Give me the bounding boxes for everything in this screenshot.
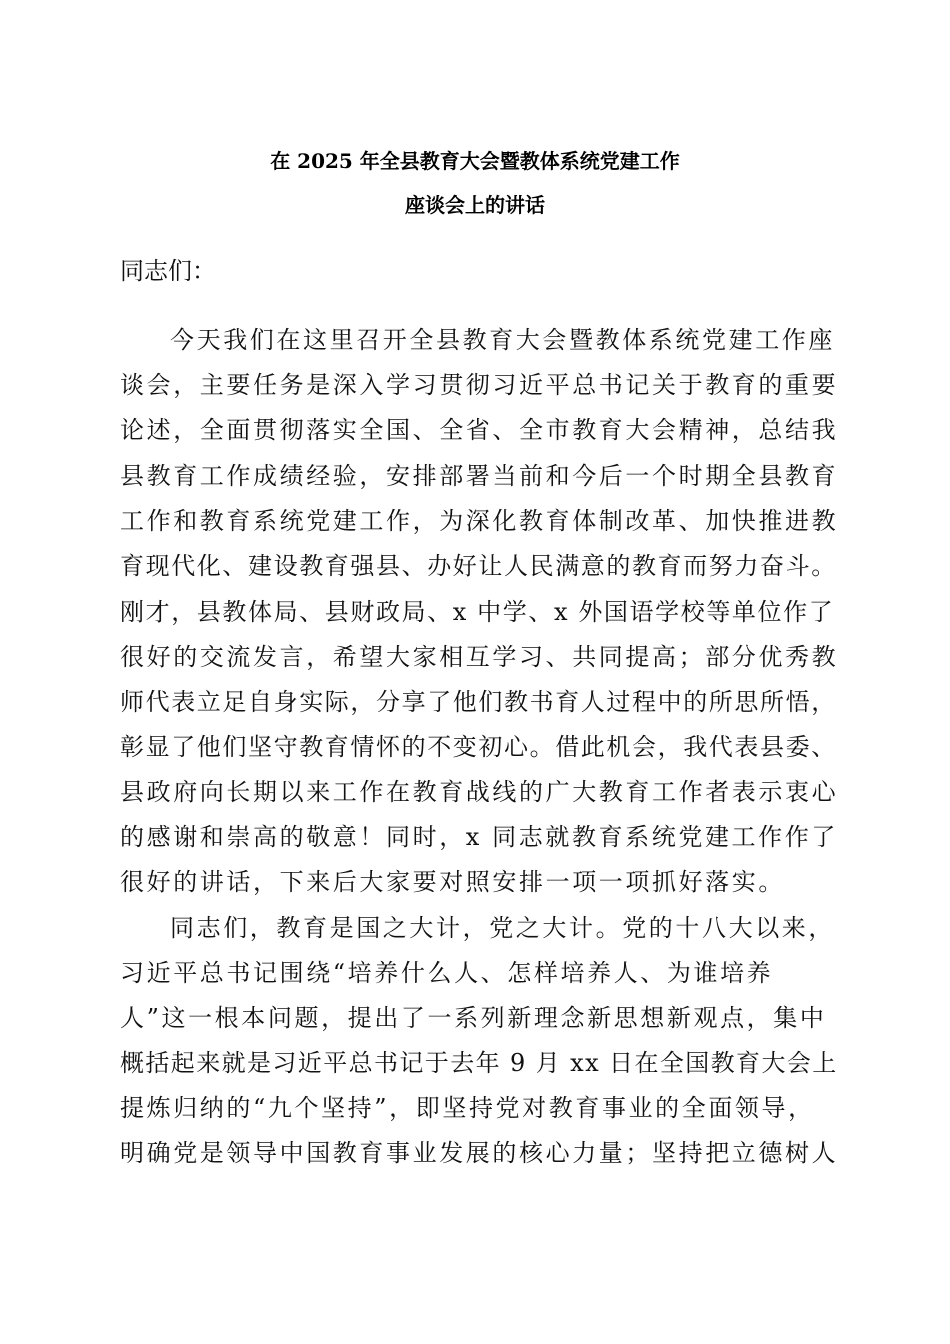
paragraph-line: 提炼归纳的“九个坚持”，即坚持党对教育事业的全面领导， <box>120 1094 815 1122</box>
document-title-line-1: 在 2025 年全县教育大会暨教体系统党建工作 <box>270 149 680 173</box>
paragraph-line: 师代表立足自身实际，分享了他们教书育人过程中的所思所悟， <box>120 688 837 716</box>
paragraph-line: 谈会，主要任务是深入学习贯彻习近平总书记关于教育的重要 <box>120 371 839 399</box>
paragraph-line: 的感谢和崇高的敬意！同时，x 同志就教育系统党建工作作了 <box>120 823 838 851</box>
paragraph-line: 工作和教育系统党建工作，为深化教育体制改革、加快推进教 <box>120 507 839 535</box>
paragraph-line: 明确党是领导中国教育事业发展的核心力量；坚持把立德树人 <box>120 1139 839 1167</box>
paragraph-line: 刚才，县教体局、县财政局、x 中学、x 外国语学校等单位作了 <box>120 598 835 626</box>
salutation: 同志们： <box>120 257 216 285</box>
paragraph-line: 人”这一根本问题，提出了一系列新理念新思想新观点，集中 <box>120 1004 827 1032</box>
paragraph-line: 彰显了他们坚守教育情怀的不变初心。借此机会，我代表县委、 <box>120 733 837 761</box>
paragraph-line: 很好的讲话，下来后大家要对照安排一项一项抓好落实。 <box>120 868 785 896</box>
paragraph-line: 习近平总书记围绕“培养什么人、怎样培养人、为谁培养 <box>120 959 774 987</box>
paragraph-line: 同志们，教育是国之大计，党之大计。党的十八大以来， <box>170 914 835 942</box>
paragraph-line: 今天我们在这里召开全县教育大会暨教体系统党建工作座 <box>170 326 835 354</box>
document-title-line-2: 座谈会上的讲话 <box>405 193 545 217</box>
paragraph-line: 县教育工作成绩经验，安排部署当前和今后一个时期全县教育 <box>120 462 839 490</box>
paragraph-line: 育现代化、建设教育强县、办好让人民满意的教育而努力奋斗。 <box>120 552 837 580</box>
paragraph-line: 论述，全面贯彻落实全国、全省、全市教育大会精神，总结我 <box>120 416 839 444</box>
paragraph-line: 概括起来就是习近平总书记于去年 9 月 xx 日在全国教育大会上 <box>120 1049 838 1077</box>
paragraph-line: 县政府向长期以来工作在教育战线的广大教育工作者表示衷心 <box>120 778 839 806</box>
paragraph-line: 很好的交流发言，希望大家相互学习、共同提高；部分优秀教 <box>120 643 839 671</box>
